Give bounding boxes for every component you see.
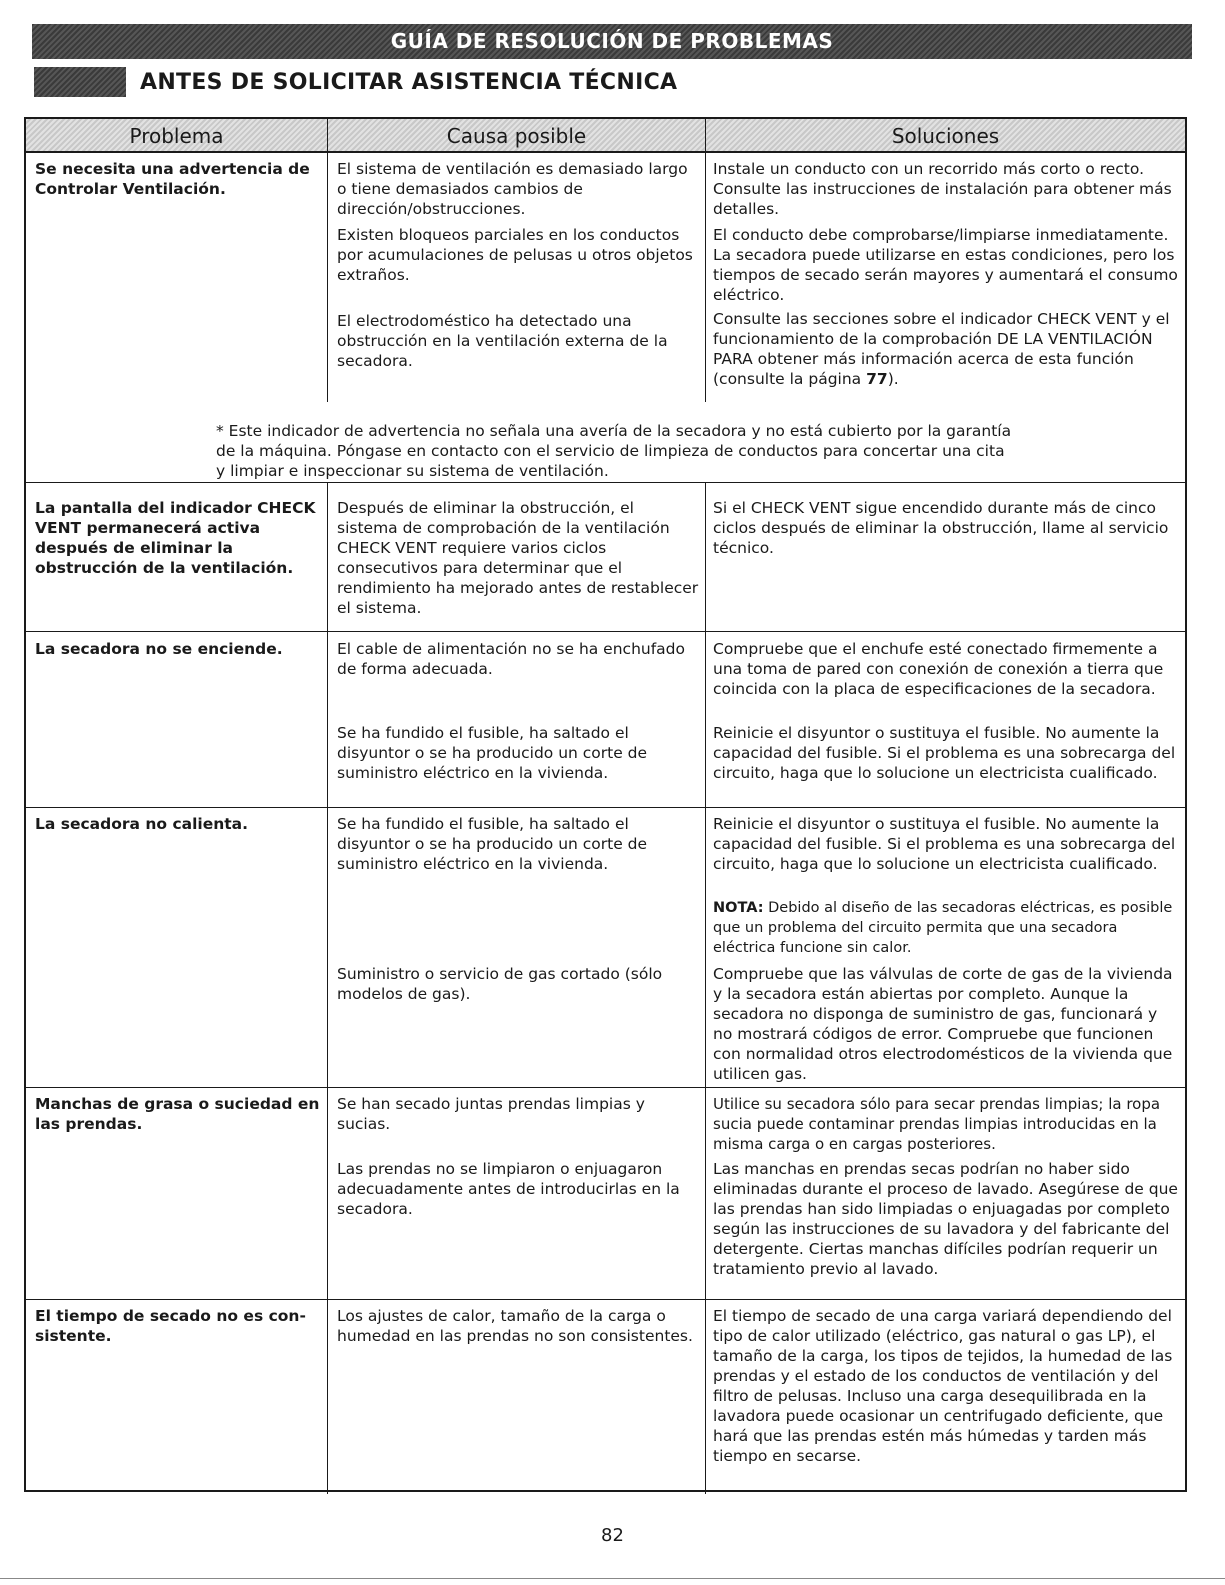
solution-reset-breaker-heat: Reinicie el disyuntor o sustituya el fusible. No aumente la capacidad del fusible. Si el problema es una sobrecarga del circuito, haga que lo solucione un electricista cualificado. bbox=[713, 815, 1176, 873]
subheading bbox=[34, 66, 677, 98]
problem-no-power: La secadora no se enciende. bbox=[35, 640, 283, 658]
solution-check-vent-text: Consulte las secciones sobre el indicador CHECK VENT y el funcionamiento de la comprobación DE LA VENTILACIÓN PARA obtener más información acerca de esta función (consulte la página bbox=[713, 310, 1170, 388]
cause-fuse-blown: Se ha fundido el fusible, ha saltado el disyuntor o se ha producido un corte de suministro eléctrico en la vivienda. bbox=[337, 724, 648, 782]
cause-power-cord: El cable de alimentación no se ha enchufado de forma adecuada. bbox=[337, 640, 685, 678]
page-reference: 77 bbox=[866, 370, 888, 388]
cause-vent-long: El sistema de ventilación es demasiado largo o tiene demasiados cambios de dirección/obstrucciones. bbox=[337, 160, 688, 218]
cause-not-rinsed: Las prendas no se limpiaron o enjuagaron adecuadamente antes de introducirlas en la secadora. bbox=[337, 1160, 680, 1218]
solution-check-vent-info bbox=[713, 309, 1181, 389]
solution-stain-removal: Las manchas en prendas secas podrían no haber sido eliminadas durante el proceso de lavado. Asegúrese de que las prendas han sido limpiadas o enjuagadas por completo según las instrucciones de su lavadora y del fabricante del detergente. Ciertas manchas difíciles podrían requerir un tratamiento previo al lavado. bbox=[713, 1160, 1178, 1278]
solution-clean-only: Utilice su secadora sólo para secar prendas limpias; la ropa sucia puede contaminar prendas limpias introducidas en la misma carga o en cargas posteriores. bbox=[713, 1095, 1161, 1153]
solution-clean-duct: El conducto debe comprobarse/limpiarse inmediatamente. La secadora puede utilizarse en estas condiciones, pero los tiempos de secado serán mayores y aumentará el consumo eléctrico. bbox=[713, 226, 1178, 304]
cause-consecutive-cycles: Después de eliminar la obstrucción, el sistema de comprobación de la ventilación CHECK VENT requiere varios ciclos consecutivos para determinar que el rendimiento ha mejorado antes de restablecer el sistema. bbox=[337, 499, 699, 617]
row-divider bbox=[26, 631, 1185, 632]
troubleshooting-table bbox=[24, 117, 1187, 1492]
solution-gas-valves: Compruebe que las válvulas de corte de gas de la vivienda y la secadora están abiertas por completo. Aunque la secadora no disponga de suministro de gas, funcionará y no mostrará códigos de error. Compruebe que funcionen con normalidad otros electrodomésticos de la vivienda que utilicen gas. bbox=[713, 965, 1173, 1083]
problem-no-heat: La secadora no calienta. bbox=[35, 815, 249, 833]
row-divider bbox=[26, 1299, 1185, 1300]
subheading-text: ANTES DE SOLICITAR ASISTENCIA TÉCNICA bbox=[140, 69, 678, 95]
solution-shorter-duct: Instale un conducto con un recorrido más corto o recto. Consulte las instrucciones de instalación para obtener más detalles. bbox=[713, 160, 1172, 218]
cause-settings: Los ajustes de calor, tamaño de la carga o humedad en las prendas no son consistentes. bbox=[337, 1307, 693, 1345]
solution-reset-breaker: Reinicie el disyuntor o sustituya el fusible. No aumente la capacidad del fusible. Si el problema es una sobrecarga del circuito, haga que lo solucione un electricista cualificado. bbox=[713, 724, 1176, 782]
problem-vent-warning: Se necesita una advertencia de Controlar Ventilación. bbox=[35, 160, 310, 198]
solution-call-service: Si el CHECK VENT sigue encendido durante más de cinco ciclos después de eliminar la obstrucción, llame al servicio técnico. bbox=[713, 499, 1169, 557]
cause-vent-external-block: El electrodoméstico ha detectado una obstrucción en la ventilación externa de la secadora. bbox=[337, 312, 668, 370]
note-label: NOTA: bbox=[713, 900, 764, 916]
column-divider bbox=[705, 482, 706, 1494]
problem-drying-time: El tiempo de secado no es con- sistente. bbox=[35, 1307, 306, 1345]
header-solution: Soluciones bbox=[706, 119, 1185, 153]
row-divider bbox=[26, 1087, 1185, 1088]
solution-check-plug: Compruebe que el enchufe esté conectado firmemente a una toma de pared con conexión de conexión a tierra que coincida con la placa de especificaciones de la secadora. bbox=[713, 640, 1164, 698]
row-divider bbox=[26, 807, 1185, 808]
page-reference-close: ). bbox=[887, 370, 899, 388]
row-divider bbox=[26, 482, 1185, 483]
page-bottom-rule bbox=[0, 1578, 1225, 1579]
header-cause: Causa posible bbox=[328, 119, 705, 153]
subheading-block-icon bbox=[34, 67, 126, 97]
cause-fuse-blown-heat: Se ha fundido el fusible, ha saltado el disyuntor o se ha producido un corte de suministro eléctrico en la vivienda. bbox=[337, 815, 648, 873]
warning-note: * Este indicador de advertencia no señala una avería de la secadora y no está cubierto por la garantía de la máquina. Póngase en contacto con el servicio de limpieza de conductos para concertar una cita y limpiar e inspeccionar su sistema de ventilación. bbox=[216, 422, 1012, 480]
solution-drying-variation: El tiempo de secado de una carga variará dependiendo del tipo de calor utilizado (eléctrico, gas natural o gas LP), el tamaño de la carga, los tipos de tejidos, la humedad de las prendas y el estado de los conductos de ventilación y del filtro de pelusas. Incluso una carga desequilibrada en la lavadora puede ocasionar un centrifugado deficiente, que hará que las prendas estén más húmedas y tarden más tiempo en secarse. bbox=[713, 1307, 1173, 1465]
header-problem: Problema bbox=[26, 119, 327, 153]
column-divider bbox=[327, 119, 328, 402]
solution-note bbox=[713, 898, 1181, 958]
problem-check-vent-active: La pantalla del indicador CHECK VENT permanecerá activa después de eliminar la obstrucción de la ventilación. bbox=[35, 499, 316, 577]
problem-stains: Manchas de grasa o suciedad en las prendas. bbox=[35, 1095, 320, 1133]
page-number: 82 bbox=[601, 1525, 624, 1546]
cause-mixed-garments: Se han secado juntas prendas limpias y sucias. bbox=[337, 1095, 645, 1133]
cause-gas-cut: Suministro o servicio de gas cortado (sólo modelos de gas). bbox=[337, 965, 663, 1003]
cause-vent-partial-block: Existen bloqueos parciales en los conductos por acumulaciones de pelusas u otros objetos extraños. bbox=[337, 226, 693, 284]
column-divider bbox=[327, 482, 328, 1494]
note-text: Debido al diseño de las secadoras eléctricas, es posible que un problema del circuito permita que una secadora eléctrica funcione sin calor. bbox=[713, 900, 1173, 956]
section-banner: GUÍA DE RESOLUCIÓN DE PROBLEMAS bbox=[32, 24, 1192, 59]
column-divider bbox=[705, 119, 706, 402]
